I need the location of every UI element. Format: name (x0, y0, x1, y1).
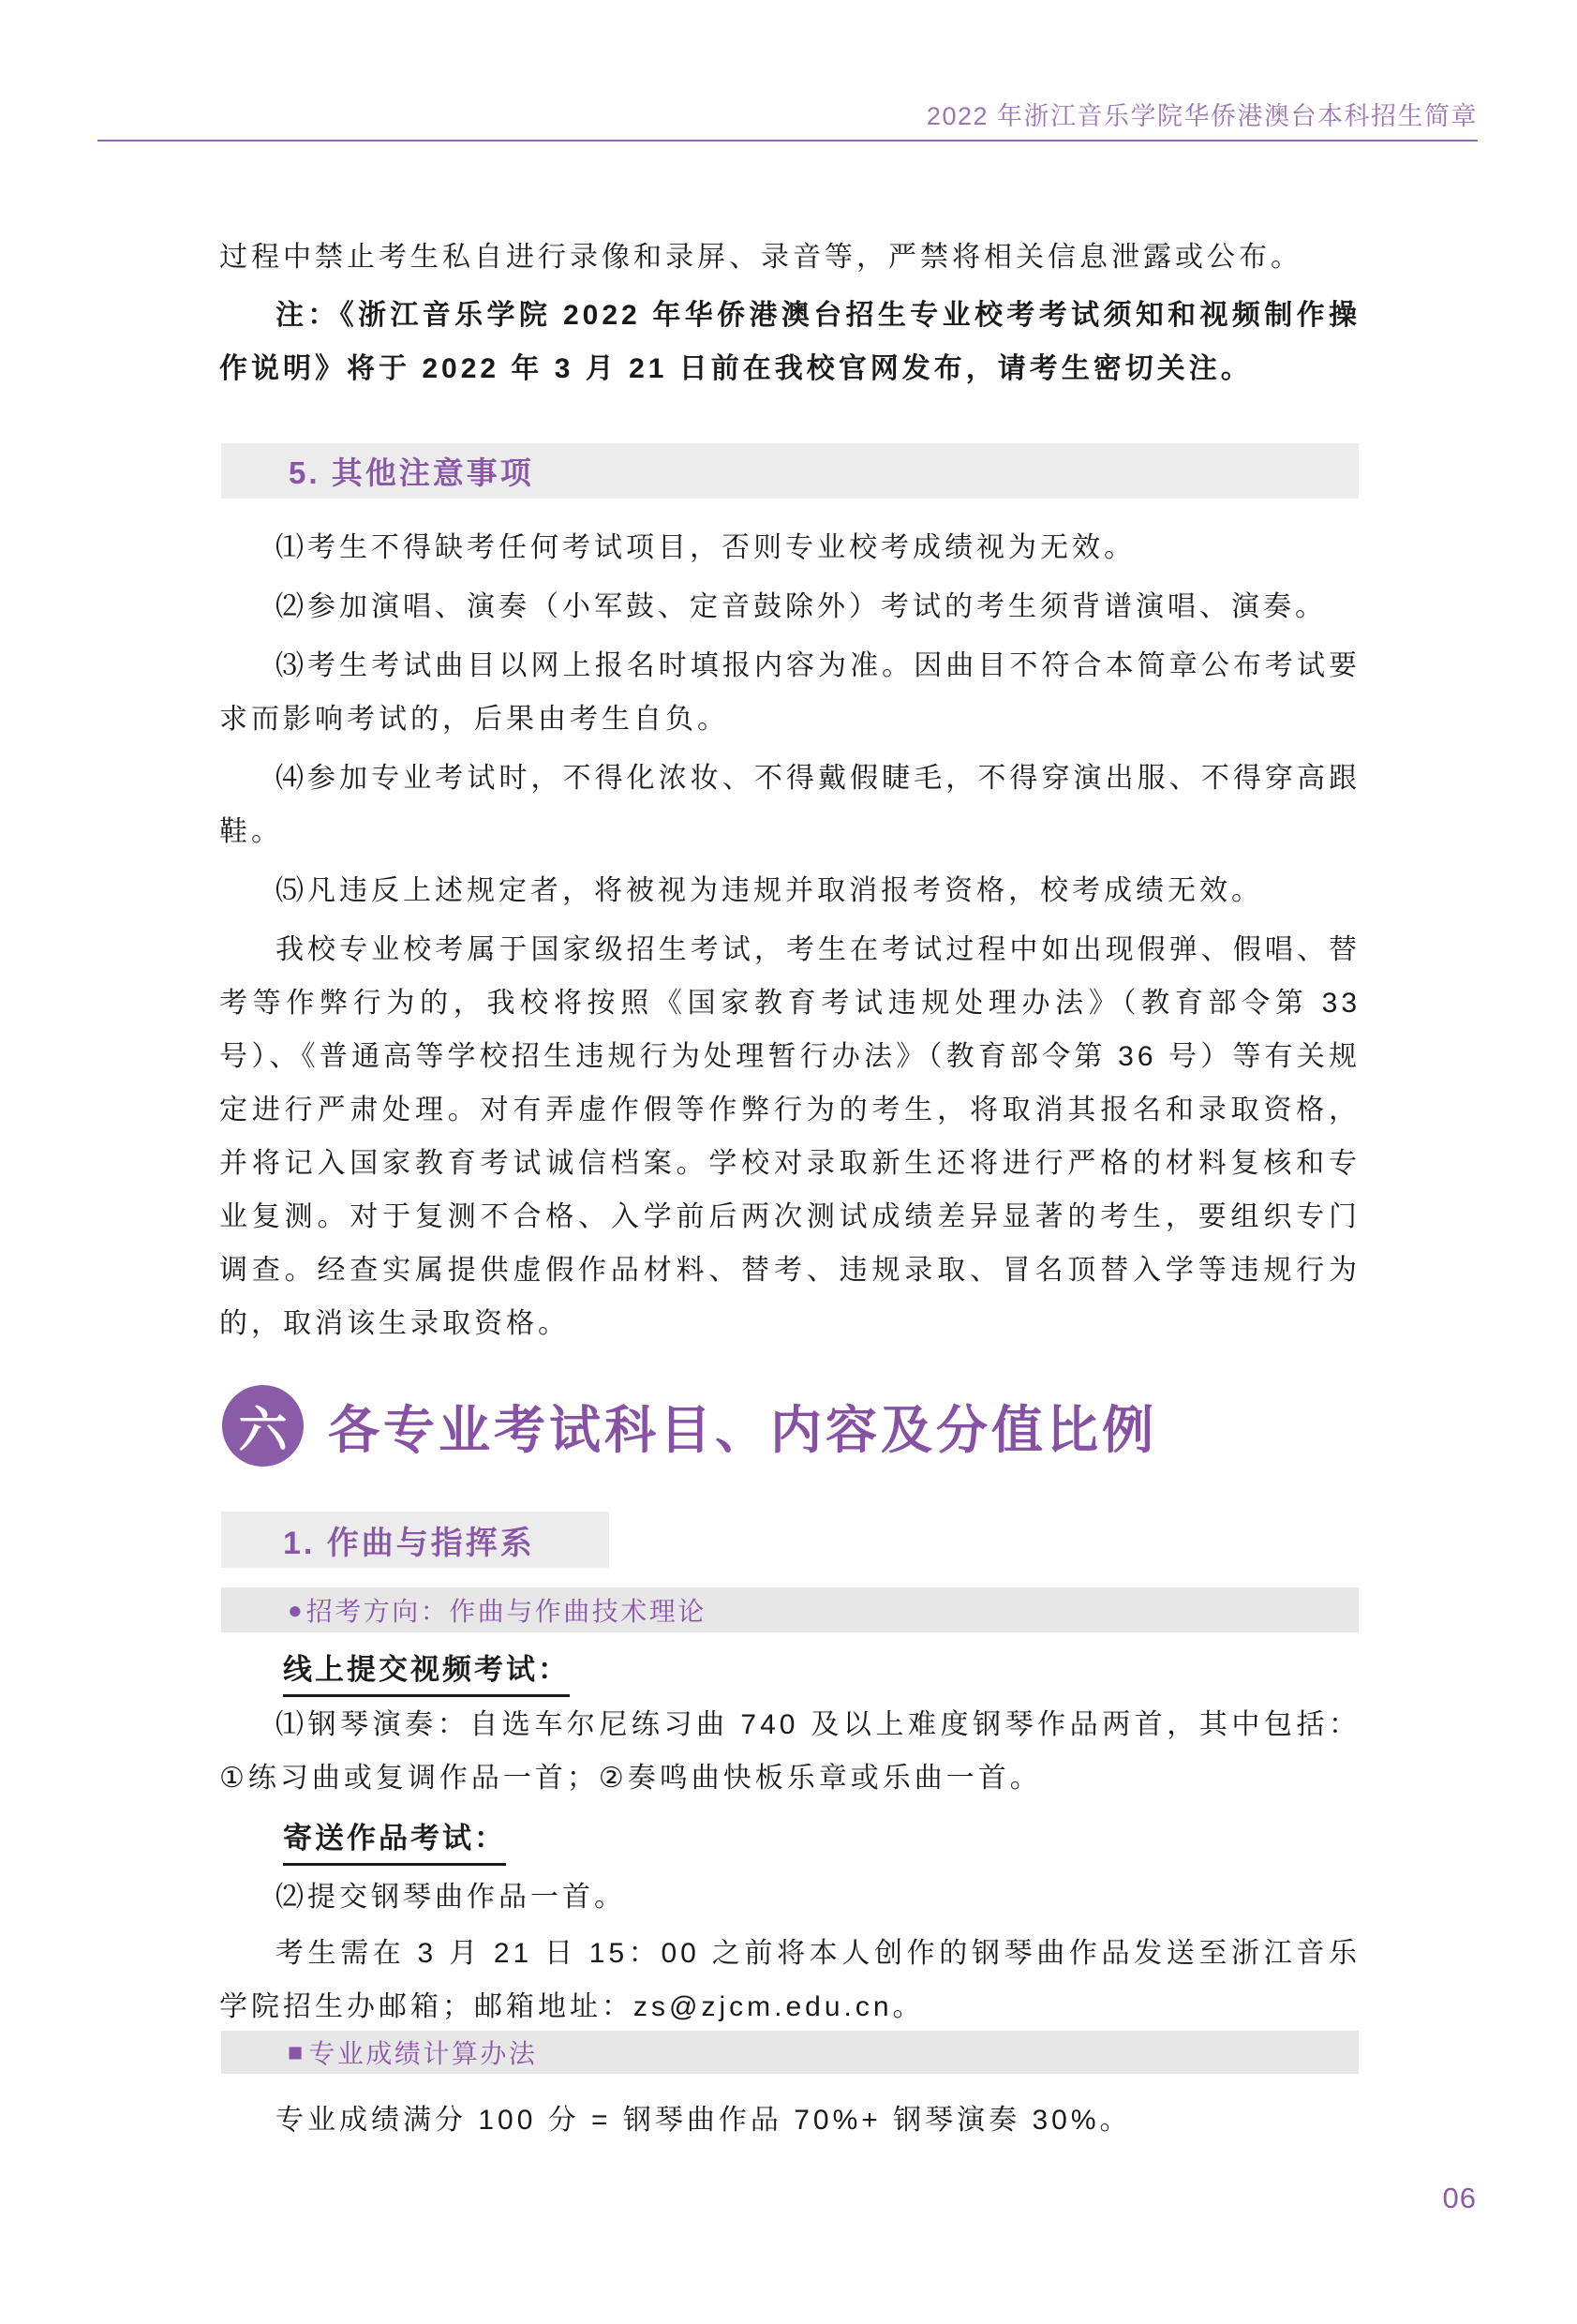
page-number: 06 (1442, 2182, 1477, 2214)
intro-note-paragraph: 注：《浙江音乐学院 2022 年华侨港澳台招生专业校考考试须知和视频制作操作说明》将于 2022 年 3 月 21 日前在我校官网发布，请考生密切关注。 (219, 300, 1361, 384)
department-heading-bar (221, 1512, 609, 1568)
direction-bar (221, 1587, 1359, 1632)
score-formula: 专业成绩满分 100 分 = 钢琴曲作品 70%+ 钢琴演奏 30%。 (275, 2105, 1132, 2136)
notice-item-5: ⑸凡违反上述规定者，将被视为违规并取消报考资格，校考成绩无效。 (275, 875, 1263, 906)
notice-item-4: ⑷参加专业考试时，不得化浓妆、不得戴假睫毛，不得穿演出服、不得穿高跟鞋。 (219, 763, 1361, 847)
section6-number-badge: 六 (222, 1385, 304, 1467)
section5-notices (219, 521, 1361, 1356)
bullet-square-icon: ■ (288, 2037, 304, 2066)
section6-header (222, 1385, 1157, 1467)
notice-item-3: ⑶考生考试曲目以网上报名时填报内容为准。因曲目不符合本简章公布考试要求而影响考试的，后果由考生自负。 (219, 650, 1361, 735)
online-exam-heading: 线上提交视频考试： (283, 1646, 570, 1697)
direction-label: 招考方向：作曲与作曲技术理论 (305, 1597, 707, 1626)
score-calc-bar (221, 2031, 1359, 2074)
mail-exam-heading: 寄送作品考试： (283, 1814, 506, 1866)
department-heading: 1. 作曲与指挥系 (283, 1525, 535, 1561)
mail-exam-note: 考生需在 3 月 21 日 15：00 之前将本人创作的钢琴曲作品发送至浙江音乐学院招生办邮箱；邮箱地址：zs@zjcm.edu.cn。 (219, 1938, 1361, 2022)
bullet-circle-icon: ● (288, 1596, 303, 1624)
section5-heading-bar (221, 443, 1359, 499)
notice-item-2: ⑵参加演唱、演奏（小军鼓、定音鼓除外）考试的考生须背谱演唱、演奏。 (275, 591, 1327, 622)
header-title: 2022 年浙江音乐学院华侨港澳台本科招生简章 (926, 102, 1478, 130)
section5-closing-paragraph: 我校专业校考属于国家级招生考试，考生在考试过程中如出现假弹、假唱、替考等作弊行为的，我校将按照《国家教育考试违规处理办法》（教育部令第 33 号）、《普通高等学校招生违规行为处理暂行办法》（教育部令第 36 号）等有关规定进行严肃处理。对有弄虚作假等作弊行为的考生，将取消其报名和录取资格，并将记入国家教育考试诚信档案。学校对录取新生还将进行严格的材料复核和专业复测。对于复测不合格、入学前后两次测试成绩差异显著的考生，要组织专门调查。经查实属提供虚假作品材料、替考、违规录取、冒名顶替入学等违规行为的，取消该生录取资格。 (219, 934, 1361, 1339)
section6-title: 各专业考试科目、内容及分值比例 (328, 1399, 1158, 1460)
intro-continuation-paragraph: 过程中禁止考生私自进行录像和录屏、录音等，严禁将相关信息泄露或公布。 (219, 242, 1302, 273)
notice-item-1: ⑴考生不得缺考任何考试项目，否则专业校考成绩视为无效。 (275, 532, 1136, 563)
section5-heading: 5. 其他注意事项 (289, 455, 534, 490)
online-exam-item: ⑴钢琴演奏：自选车尔尼练习曲 740 及以上难度钢琴作品两首，其中包括：①练习曲或复调作品一首；②奏鸣曲快板乐章或乐曲一首。 (219, 1709, 1361, 1794)
header-rule (97, 140, 1478, 142)
mail-exam-item: ⑵提交钢琴曲作品一首。 (275, 1882, 626, 1913)
score-calc-heading: 专业成绩计算办法 (308, 2039, 538, 2068)
